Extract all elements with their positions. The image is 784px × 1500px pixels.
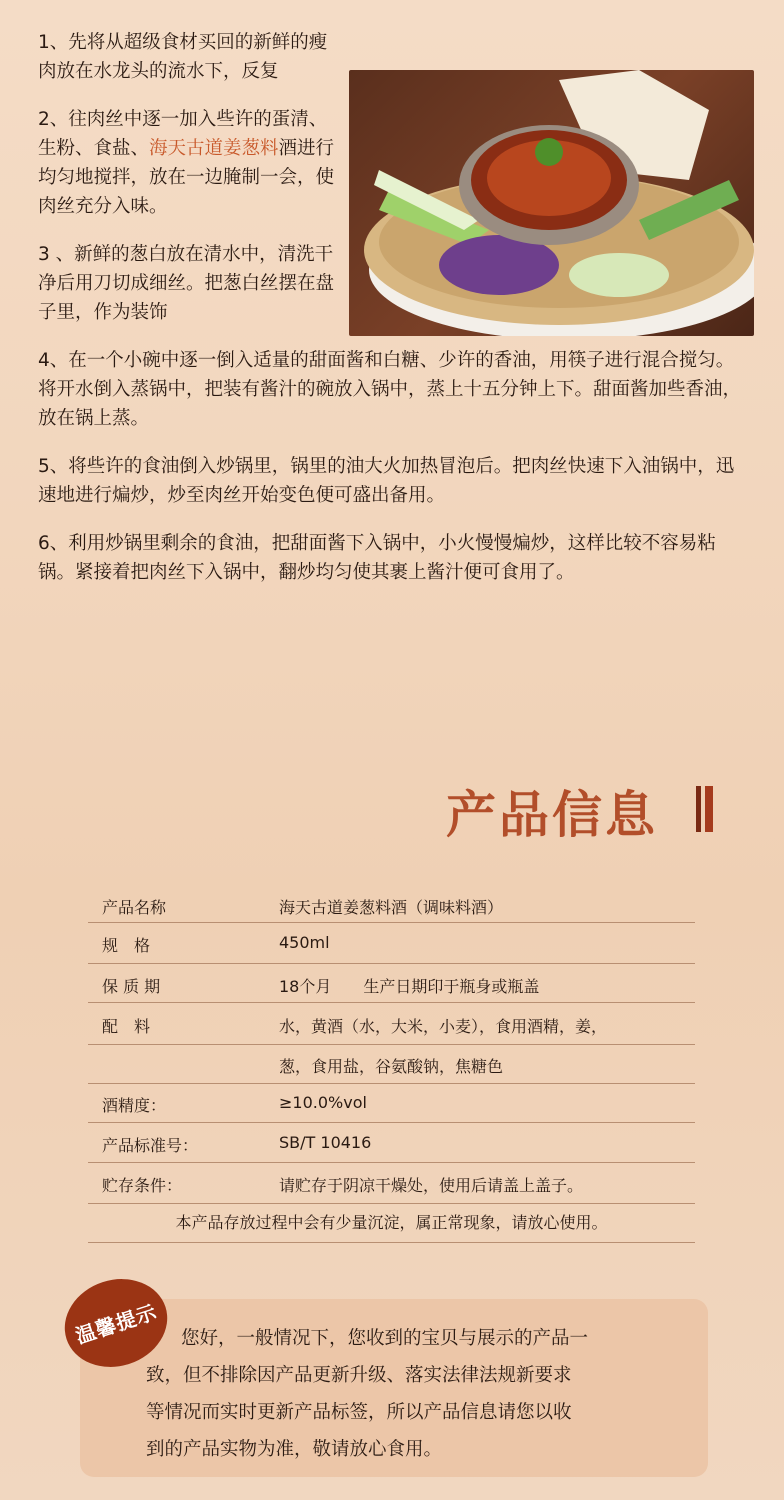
tip-line: 到的产品实物为准，敬请放心食用。 bbox=[146, 1439, 443, 1460]
row-key: 酒精度： bbox=[102, 1096, 167, 1115]
tip-line: 致，但不排除因产品更新升级、落实法律法规新要求 bbox=[146, 1365, 572, 1386]
row-value: ≥10.0%vol bbox=[279, 1093, 367, 1112]
step-3: 3 、新鲜的葱白放在清水中，清洗干净后用刀切成细丝。把葱白丝摆在盘子里，作为装饰 bbox=[38, 244, 335, 323]
tip-line: 您好，一般情况下，您收到的宝贝与展示的产品一 bbox=[181, 1328, 589, 1349]
row-key: 产品标准号： bbox=[102, 1136, 199, 1155]
step-1: 1、先将从超级食材买回的新鲜的瘦肉放在水龙头的流水下，反复 bbox=[38, 32, 328, 82]
row-value: 海天古道姜葱料酒（调味料酒） bbox=[279, 898, 504, 917]
row-value: 水，黄酒（水，大米，小麦），食用酒精，姜， bbox=[279, 1017, 608, 1036]
row-value: 450ml bbox=[279, 933, 330, 952]
step-4: 4、在一个小碗中逐一倒入适量的甜面酱和白糖、少许的香油，用筷子进行混合搅匀。将开水倒入蒸锅中，把装有酱汁的碗放入锅中，蒸上十五分钟上下。甜面酱加些香油，放在锅上蒸。 bbox=[38, 350, 742, 429]
row-value: 葱，食用盐，谷氨酸钠，焦糖色 bbox=[279, 1057, 504, 1076]
step-2-text-b: 酒进行均匀地搅拌，放在一边腌制一会，使肉丝充分入味。 bbox=[38, 138, 335, 217]
row-value: 请贮存于阴凉干燥处，使用后请盖上盖子。 bbox=[279, 1176, 584, 1195]
table-row bbox=[88, 923, 695, 964]
row-key: 保 质 期 bbox=[102, 977, 161, 996]
table-row bbox=[88, 1123, 695, 1163]
step-6: 6、利用炒锅里剩余的食油，把甜面酱下入锅中，小火慢慢煸炒，这样比较不容易粘锅。紧接着把肉丝下入锅中，翻炒均匀使其裹上酱汁便可食用了。 bbox=[38, 533, 716, 583]
tip-badge-label: 温馨提示 bbox=[72, 1299, 160, 1349]
product-info-table bbox=[88, 888, 695, 1243]
notice-row: 本产品存放过程中会有少量沉淀，属正常现象，请放心使用。 bbox=[88, 1204, 695, 1243]
tip-line: 等情况而实时更新产品标签，所以产品信息请您以收 bbox=[146, 1402, 572, 1423]
table-row bbox=[88, 1045, 695, 1084]
table-row bbox=[88, 1084, 695, 1123]
table-row bbox=[88, 1003, 695, 1045]
row-key: 配 料 bbox=[102, 1017, 151, 1036]
table-row bbox=[88, 1163, 695, 1204]
table-row bbox=[88, 964, 695, 1003]
food-illustration bbox=[349, 70, 754, 336]
step-2-highlight: 海天古道姜葱料 bbox=[149, 138, 279, 159]
row-key: 贮存条件： bbox=[102, 1176, 183, 1195]
step-2-text-a: 2、往肉丝中逐一加入些许的蛋清、生粉、食盐、 bbox=[38, 109, 328, 159]
row-key: 规 格 bbox=[102, 936, 151, 955]
title-bar-accent-icon bbox=[705, 786, 713, 832]
row-value: SB/T 10416 bbox=[279, 1133, 372, 1152]
title-bar-icon bbox=[696, 786, 701, 832]
table-row bbox=[88, 888, 695, 923]
step-2 bbox=[38, 105, 338, 221]
section-title: 产品信息 bbox=[446, 786, 658, 844]
tip-text bbox=[146, 1320, 666, 1468]
row-key: 产品名称 bbox=[102, 898, 167, 917]
step-5: 5、将些许的食油倒入炒锅里，锅里的油大火加热冒泡后。把肉丝快速下入油锅中，迅速地进行煸炒，炒至肉丝开始变色便可盛出备用。 bbox=[38, 456, 735, 506]
food-photo bbox=[349, 70, 754, 336]
row-value: 18个月 生产日期印于瓶身或瓶盖 bbox=[279, 977, 540, 996]
